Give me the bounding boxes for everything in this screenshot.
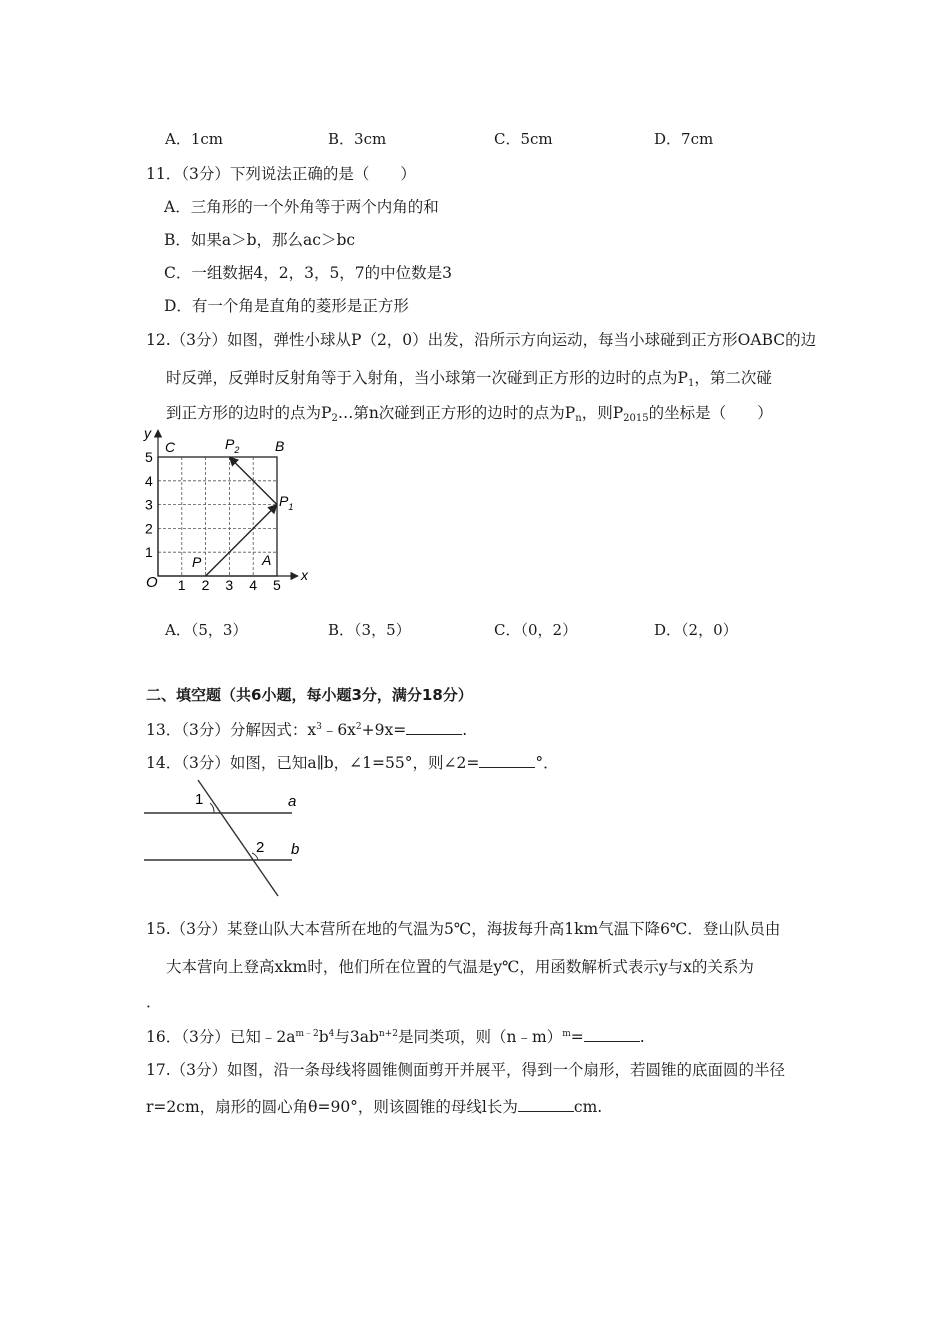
q15-line-2: 大本营向上登高xkm时，他们所在位置的气温是y℃，用函数解析式表示y与x的关系为 <box>166 958 754 976</box>
x-tick-label: 2 <box>201 577 210 593</box>
point-b-label: B <box>275 438 285 454</box>
y-tick-label: 2 <box>145 520 153 537</box>
transversal <box>198 780 278 896</box>
angle-2-label: 2 <box>256 839 265 856</box>
q12-option-c: C．（0，2） <box>494 621 578 639</box>
q10-option-c: C．5cm <box>494 130 553 148</box>
q11-option-d: D．有一个角是直角的菱形是正方形 <box>164 297 409 315</box>
q13-answer-blank[interactable] <box>406 722 462 735</box>
point-p1-label: $P_1$ <box>279 493 294 512</box>
q14-figure <box>140 778 320 903</box>
y-tick-label: 3 <box>145 496 153 513</box>
y-tick-label: 1 <box>145 544 153 561</box>
q15-line-1: 15.（3分）某登山队大本营所在地的气温为5℃，海拔每升高1km气温下降6℃．登山队员由 <box>146 920 781 938</box>
y-tick-label: 4 <box>145 472 153 489</box>
q15-line-3: ． <box>146 993 162 1011</box>
q12-line-2: 时反弹，反弹时反射角等于入射角，当小球第一次碰到正方形的边时的点为$P_1$，第二次碰 <box>166 369 772 389</box>
q12-line-3: 到正方形的边时的点为$P_2\dots$第n次碰到正方形的边时的点为$P_n$，则$P_{2015}$的坐标是（ ） <box>166 404 773 424</box>
x-tick-label: 3 <box>225 577 234 593</box>
q14-answer-blank[interactable] <box>479 755 535 768</box>
q14: 14．（3分）如图，已知a∥b，∠1=55°，则∠2= °． <box>146 754 559 772</box>
origin-label: O <box>146 574 158 591</box>
angle-1-label: 1 <box>195 791 204 808</box>
section-2-heading: 二、填空题（共6小题，每小题3分，满分18分） <box>146 686 473 704</box>
angle-1-arc <box>210 803 214 813</box>
x-tick-label: 5 <box>273 577 281 593</box>
square-oabc <box>158 457 277 576</box>
q10-option-b: B．3cm <box>328 130 387 148</box>
x-tick-label: 4 <box>249 577 257 593</box>
q12-line-1: 12.（3分）如图，弹性小球从P（2，0）出发，沿所示方向运动，每当小球碰到正方形OABC的边 <box>146 331 817 349</box>
q10-option-a: A．1cm <box>165 130 224 148</box>
q10-option-d: D．7cm <box>654 130 714 148</box>
q12-option-d: D．（2，0） <box>654 621 738 639</box>
point-p2-label: $P_2$ <box>225 436 240 455</box>
y-axis-label: y <box>144 425 151 441</box>
line-b-label: b <box>291 841 300 858</box>
y-tick-label: 5 <box>145 449 153 465</box>
q17-line-1: 17.（3分）如图，沿一条母线将圆锥侧面剪开并展平，得到一个扇形，若圆锥的底面圆的半径 <box>146 1061 786 1079</box>
q11-option-c: C．一组数据4，2，3，5，7的中位数是3 <box>164 264 453 282</box>
point-a-label: A <box>262 552 272 568</box>
grid-lines <box>158 457 277 576</box>
q16-answer-blank[interactable] <box>584 1029 640 1042</box>
point-p-label: P <box>192 554 202 570</box>
q17-answer-blank[interactable] <box>518 1099 574 1112</box>
q12-option-a: A．（5，3） <box>165 621 248 639</box>
point-c-label: C <box>165 439 176 455</box>
x-tick-label: 1 <box>177 577 186 593</box>
q16: 16．（3分）已知$﹣2a^{m﹣2}b^4$与$3ab^{n+2}$是同类项，则（n﹣m）$^m$= . <box>146 1028 645 1046</box>
q12-figure <box>138 424 318 594</box>
q11-option-b: B．如果a＞b，那么ac＞bc <box>164 231 356 249</box>
q12-option-b: B．（3，5） <box>328 621 411 639</box>
x-axis-label: x <box>301 567 308 583</box>
q13: 13．（3分）分解因式：$x^3﹣6x^2+9x=$ . <box>146 721 468 739</box>
line-a-label: a <box>288 793 297 810</box>
q17-line-2: r=2cm，扇形的圆心角θ=90°，则该圆锥的母线l长为 cm. <box>146 1098 603 1116</box>
q11-option-a: A．三角形的一个外角等于两个内角的和 <box>164 198 439 216</box>
q11-stem: 11．（3分）下列说法正确的是（ ） <box>146 165 416 183</box>
